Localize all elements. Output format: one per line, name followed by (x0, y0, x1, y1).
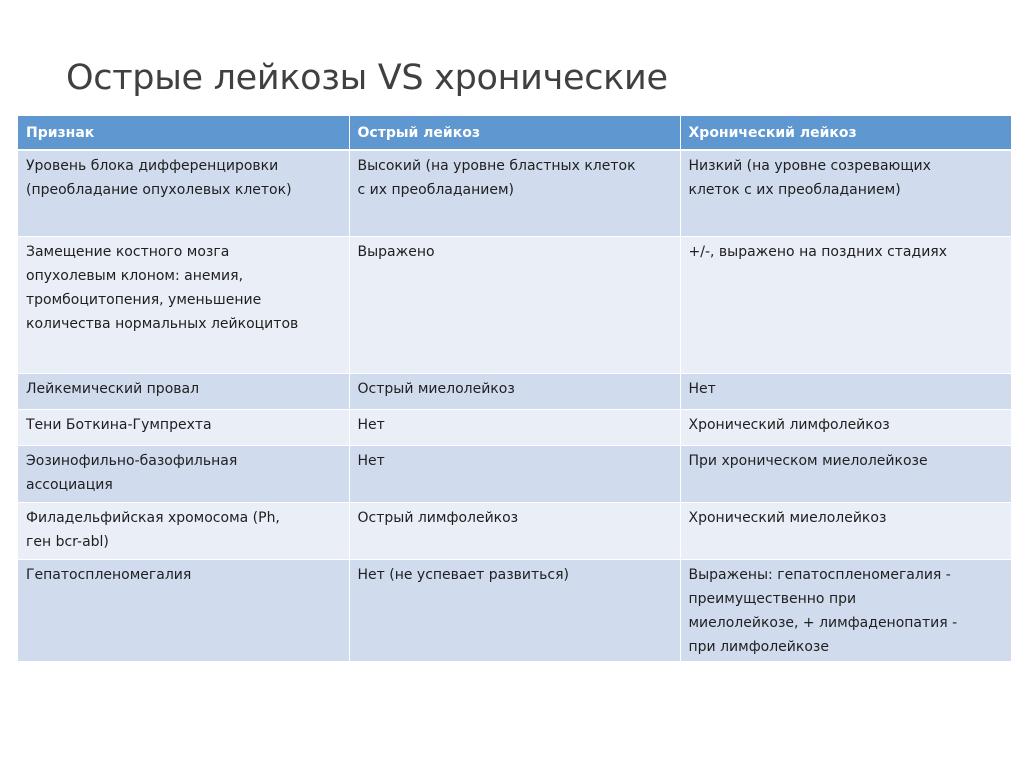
slide-title: Острые лейкозы VS хронические (66, 58, 668, 98)
cell-line: Высокий (на уровне бластных клеток (357, 158, 636, 174)
cell-line: Острый миелолейкоз (357, 381, 515, 397)
feature-cell (18, 503, 349, 560)
cell-line: При хроническом миелолейкозе (688, 453, 928, 469)
header-feature: Признак (18, 116, 349, 150)
cell-line: Нет (357, 453, 385, 469)
table-row (18, 374, 1011, 410)
acute-cell (349, 560, 680, 662)
table-row (18, 503, 1011, 560)
cell-line: количества нормальных лейкоцитов (26, 316, 299, 332)
chronic-cell (680, 446, 1011, 503)
cell-line: опухолевым клоном: анемия, (26, 268, 244, 284)
table-row (18, 150, 1011, 237)
table-row (18, 446, 1011, 503)
feature-cell (18, 446, 349, 503)
feature-cell (18, 410, 349, 446)
cell-line: Нет (688, 381, 716, 397)
feature-cell (18, 374, 349, 410)
cell-line: Гепатоспленомегалия (26, 567, 192, 583)
cell-line: Лейкемический провал (26, 381, 200, 397)
acute-cell (349, 150, 680, 237)
feature-cell (18, 150, 349, 237)
header-acute: Острый лейкоз (349, 116, 680, 150)
acute-cell (349, 237, 680, 374)
acute-cell (349, 374, 680, 410)
feature-cell (18, 560, 349, 662)
feature-cell (18, 237, 349, 374)
comparison-table (18, 116, 1012, 662)
cell-line: преимущественно при (688, 591, 857, 607)
cell-line: Филадельфийская хромосома (Ph, (26, 510, 280, 526)
cell-line: клеток с их преобладанием) (688, 182, 901, 198)
cell-line: Тени Боткина-Гумпрехта (26, 417, 212, 433)
chronic-cell (680, 503, 1011, 560)
cell-line: Выражено (357, 244, 435, 260)
chronic-cell (680, 410, 1011, 446)
cell-line: Уровень блока дифференцировки (26, 158, 279, 174)
table-row (18, 237, 1011, 374)
cell-line: ген bcr-abl) (26, 534, 109, 550)
cell-line: Низкий (на уровне созревающих (688, 158, 931, 174)
acute-cell (349, 503, 680, 560)
cell-line: Хронический лимфолейкоз (688, 417, 890, 433)
cell-line: Нет (357, 417, 385, 433)
cell-line: с их преобладанием) (357, 182, 515, 198)
header-chronic: Хронический лейкоз (680, 116, 1011, 150)
cell-line: +/-, выражено на поздних стадиях (688, 244, 947, 260)
chronic-cell (680, 150, 1011, 237)
cell-line: тромбоцитопения, уменьшение (26, 292, 262, 308)
chronic-cell (680, 560, 1011, 662)
cell-line: Хронический миелолейкоз (688, 510, 887, 526)
chronic-cell (680, 237, 1011, 374)
cell-line: Острый лимфолейкоз (357, 510, 519, 526)
cell-line: Эозинофильно-базофильная (26, 453, 238, 469)
chronic-cell (680, 374, 1011, 410)
cell-line: миелолейкозе, + лимфаденопатия - (688, 615, 958, 631)
cell-line: при лимфолейкозе (688, 639, 829, 655)
acute-cell (349, 446, 680, 503)
cell-line: Нет (не успевает развиться) (357, 567, 569, 583)
acute-cell (349, 410, 680, 446)
cell-line: Замещение костного мозга (26, 244, 230, 260)
cell-line: Выражены: гепатоспленомегалия - (688, 567, 951, 583)
cell-line: ассоциация (26, 477, 113, 493)
table-row (18, 560, 1011, 662)
table-header-row (18, 116, 1011, 150)
table-row (18, 410, 1011, 446)
cell-line: (преобладание опухолевых клеток) (26, 182, 292, 198)
